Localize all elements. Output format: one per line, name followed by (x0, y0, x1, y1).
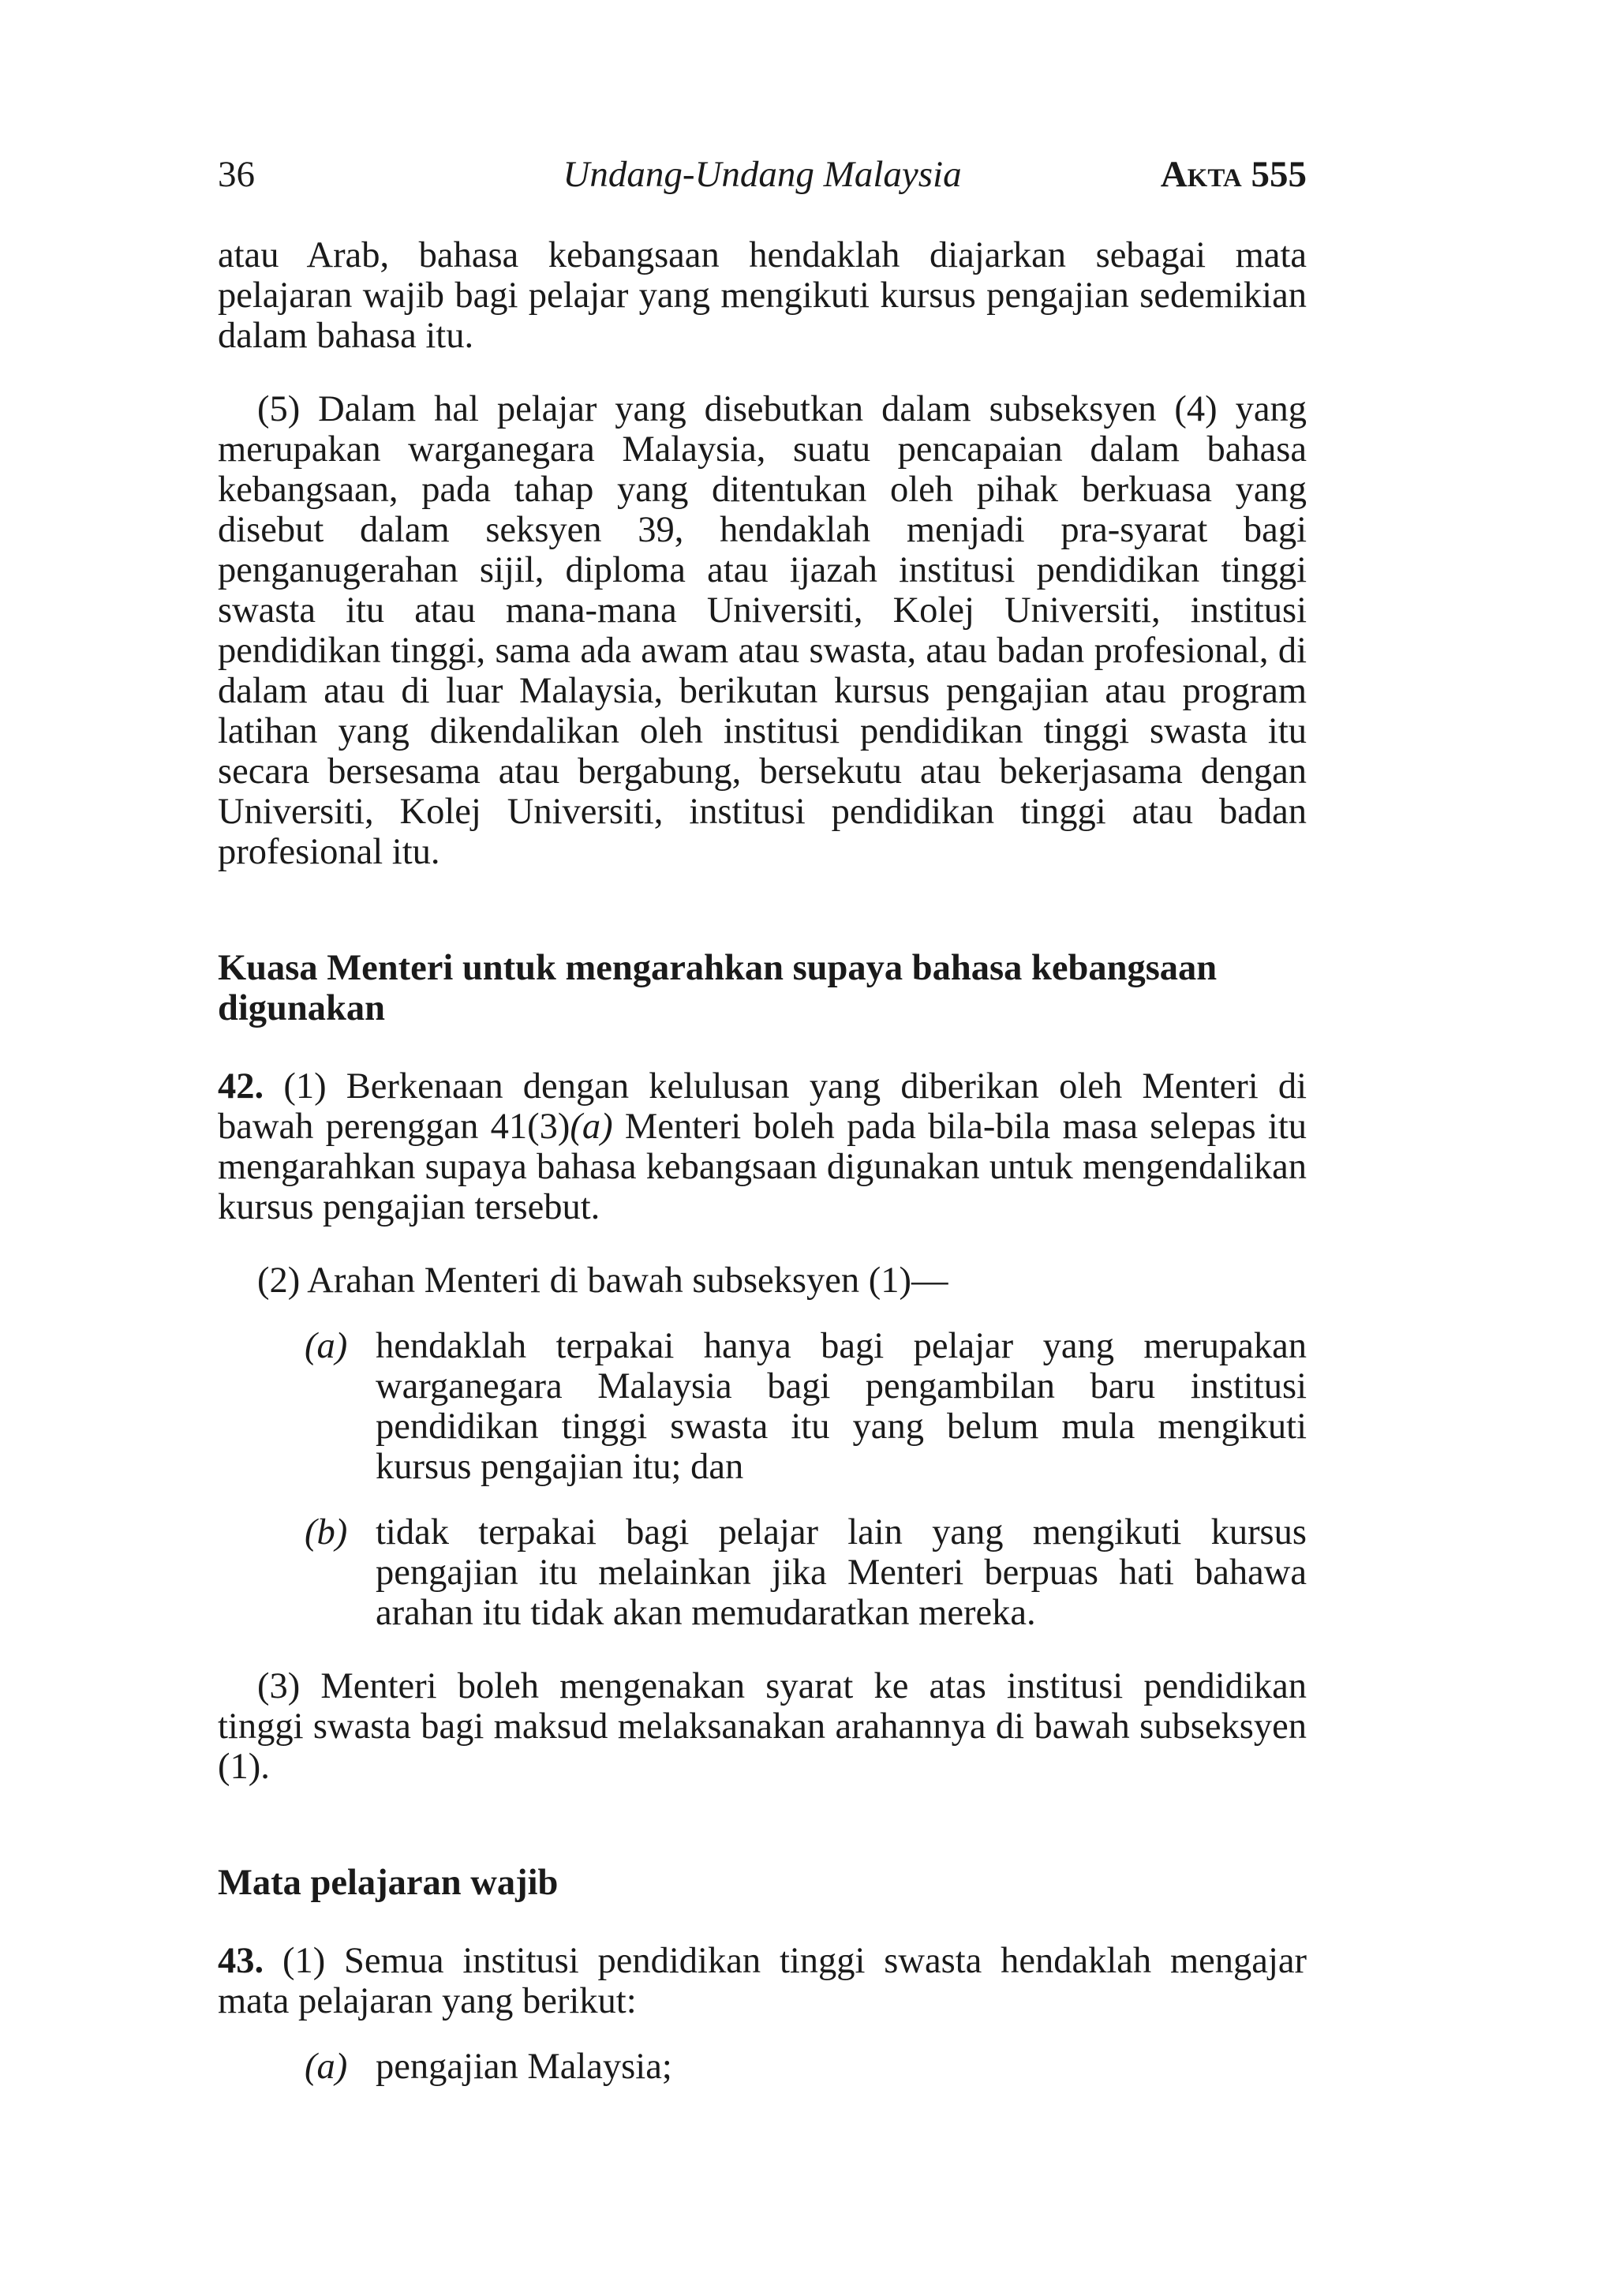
page-number: 36 (218, 154, 255, 195)
section-42-sub1-text-a: (1) Berkenaan dengan kelulusan yang diberikan oleh Menteri di bawah perenggan 41(3) (218, 1066, 1307, 1147)
section-42-sub1-text-b: Menteri boleh pada bila-bila masa selepas itu mengarahkan supaya bahasa kebangsaan digunakan untuk mengendalikan kursus pengajian tersebut. (218, 1107, 1307, 1227)
section-42-subsection-2: (2) Arahan Menteri di bawah subseksyen (1)— (257, 1260, 948, 1301)
page-header (218, 155, 1307, 202)
section-43-subsection-1 (218, 1941, 1307, 2021)
item-text: hendaklah terpakai hanya bagi pelajar yang merupakan warganegara Malaysia bagi pengambilan baru institusi pendidikan tinggi swasta itu yang belum mula mengikuti kursus pengajian itu; dan (376, 1326, 1307, 1487)
document-page (218, 155, 1307, 2087)
section-42-number: 42. (218, 1066, 264, 1107)
section-42-subsection-1 (218, 1066, 1307, 1227)
section-43-sub1-text: (1) Semua institusi pendidikan tinggi swasta hendaklah mengajar mata pelajaran yang berikut: (218, 1941, 1307, 2021)
item-text: pengajian Malaysia; (376, 2047, 672, 2087)
section-43-number: 43. (218, 1941, 264, 1981)
subsection-41-5: (5) Dalam hal pelajar yang disebutkan dalam subseksyen (4) yang merupakan warganegara Malaysia, suatu pencapaian dalam bahasa kebangsaan, pada tahap yang ditentukan oleh pihak berkuasa yang disebut dalam seksyen 39, hendaklah menjadi pra-syarat bagi penganugerahan sijil, diploma atau ijazah institusi pendidikan tinggi swasta itu atau mana-mana Universiti, Kolej Universiti, institusi pendidikan tinggi, sama ada awam atau swasta, atau badan profesional, di dalam atau di luar Malaysia, berikutan kursus pengajian atau program latihan yang dikendalikan oleh institusi pendidikan tinggi swasta itu secara bersesama atau bergabung, bersekutu atau bekerjasama dengan Universiti, Kolej Universiti, institusi pendidikan tinggi atau badan profesional itu. (218, 389, 1307, 872)
section-43-item-a (305, 2047, 1307, 2087)
section-42-item-a (305, 1326, 1307, 1487)
item-label: (a) (305, 2047, 348, 2087)
item-text: tidak terpakai bagi pelajar lain yang mengikuti kursus pengajian itu melainkan jika Menteri berpuas hati bahawa arahan itu tidak akan memudaratkan mereka. (376, 1512, 1307, 1633)
running-title: Undang-Undang Malaysia (563, 154, 962, 195)
act-number: Akta 555 (1160, 154, 1307, 195)
section-43-heading: Mata pelajaran wajib (218, 1863, 559, 1903)
section-42-subsection-3: (3) Menteri boleh mengenakan syarat ke atas institusi pendidikan tinggi swasta bagi maksud melaksanakan arahannya di bawah subseksyen (1). (218, 1666, 1307, 1787)
section-42-sub1-ref: (a) (570, 1107, 613, 1147)
item-label: (b) (305, 1512, 348, 1553)
section-42-item-b (305, 1512, 1307, 1633)
item-label: (a) (305, 1326, 348, 1366)
continuation-paragraph: atau Arab, bahasa kebangsaan hendaklah diajarkan sebagai mata pelajaran wajib bagi pelajar yang mengikuti kursus pengajian sedemikian dalam bahasa itu. (218, 235, 1307, 356)
section-42-heading: Kuasa Menteri untuk mengarahkan supaya bahasa kebangsaan digunakan (218, 948, 1218, 1028)
